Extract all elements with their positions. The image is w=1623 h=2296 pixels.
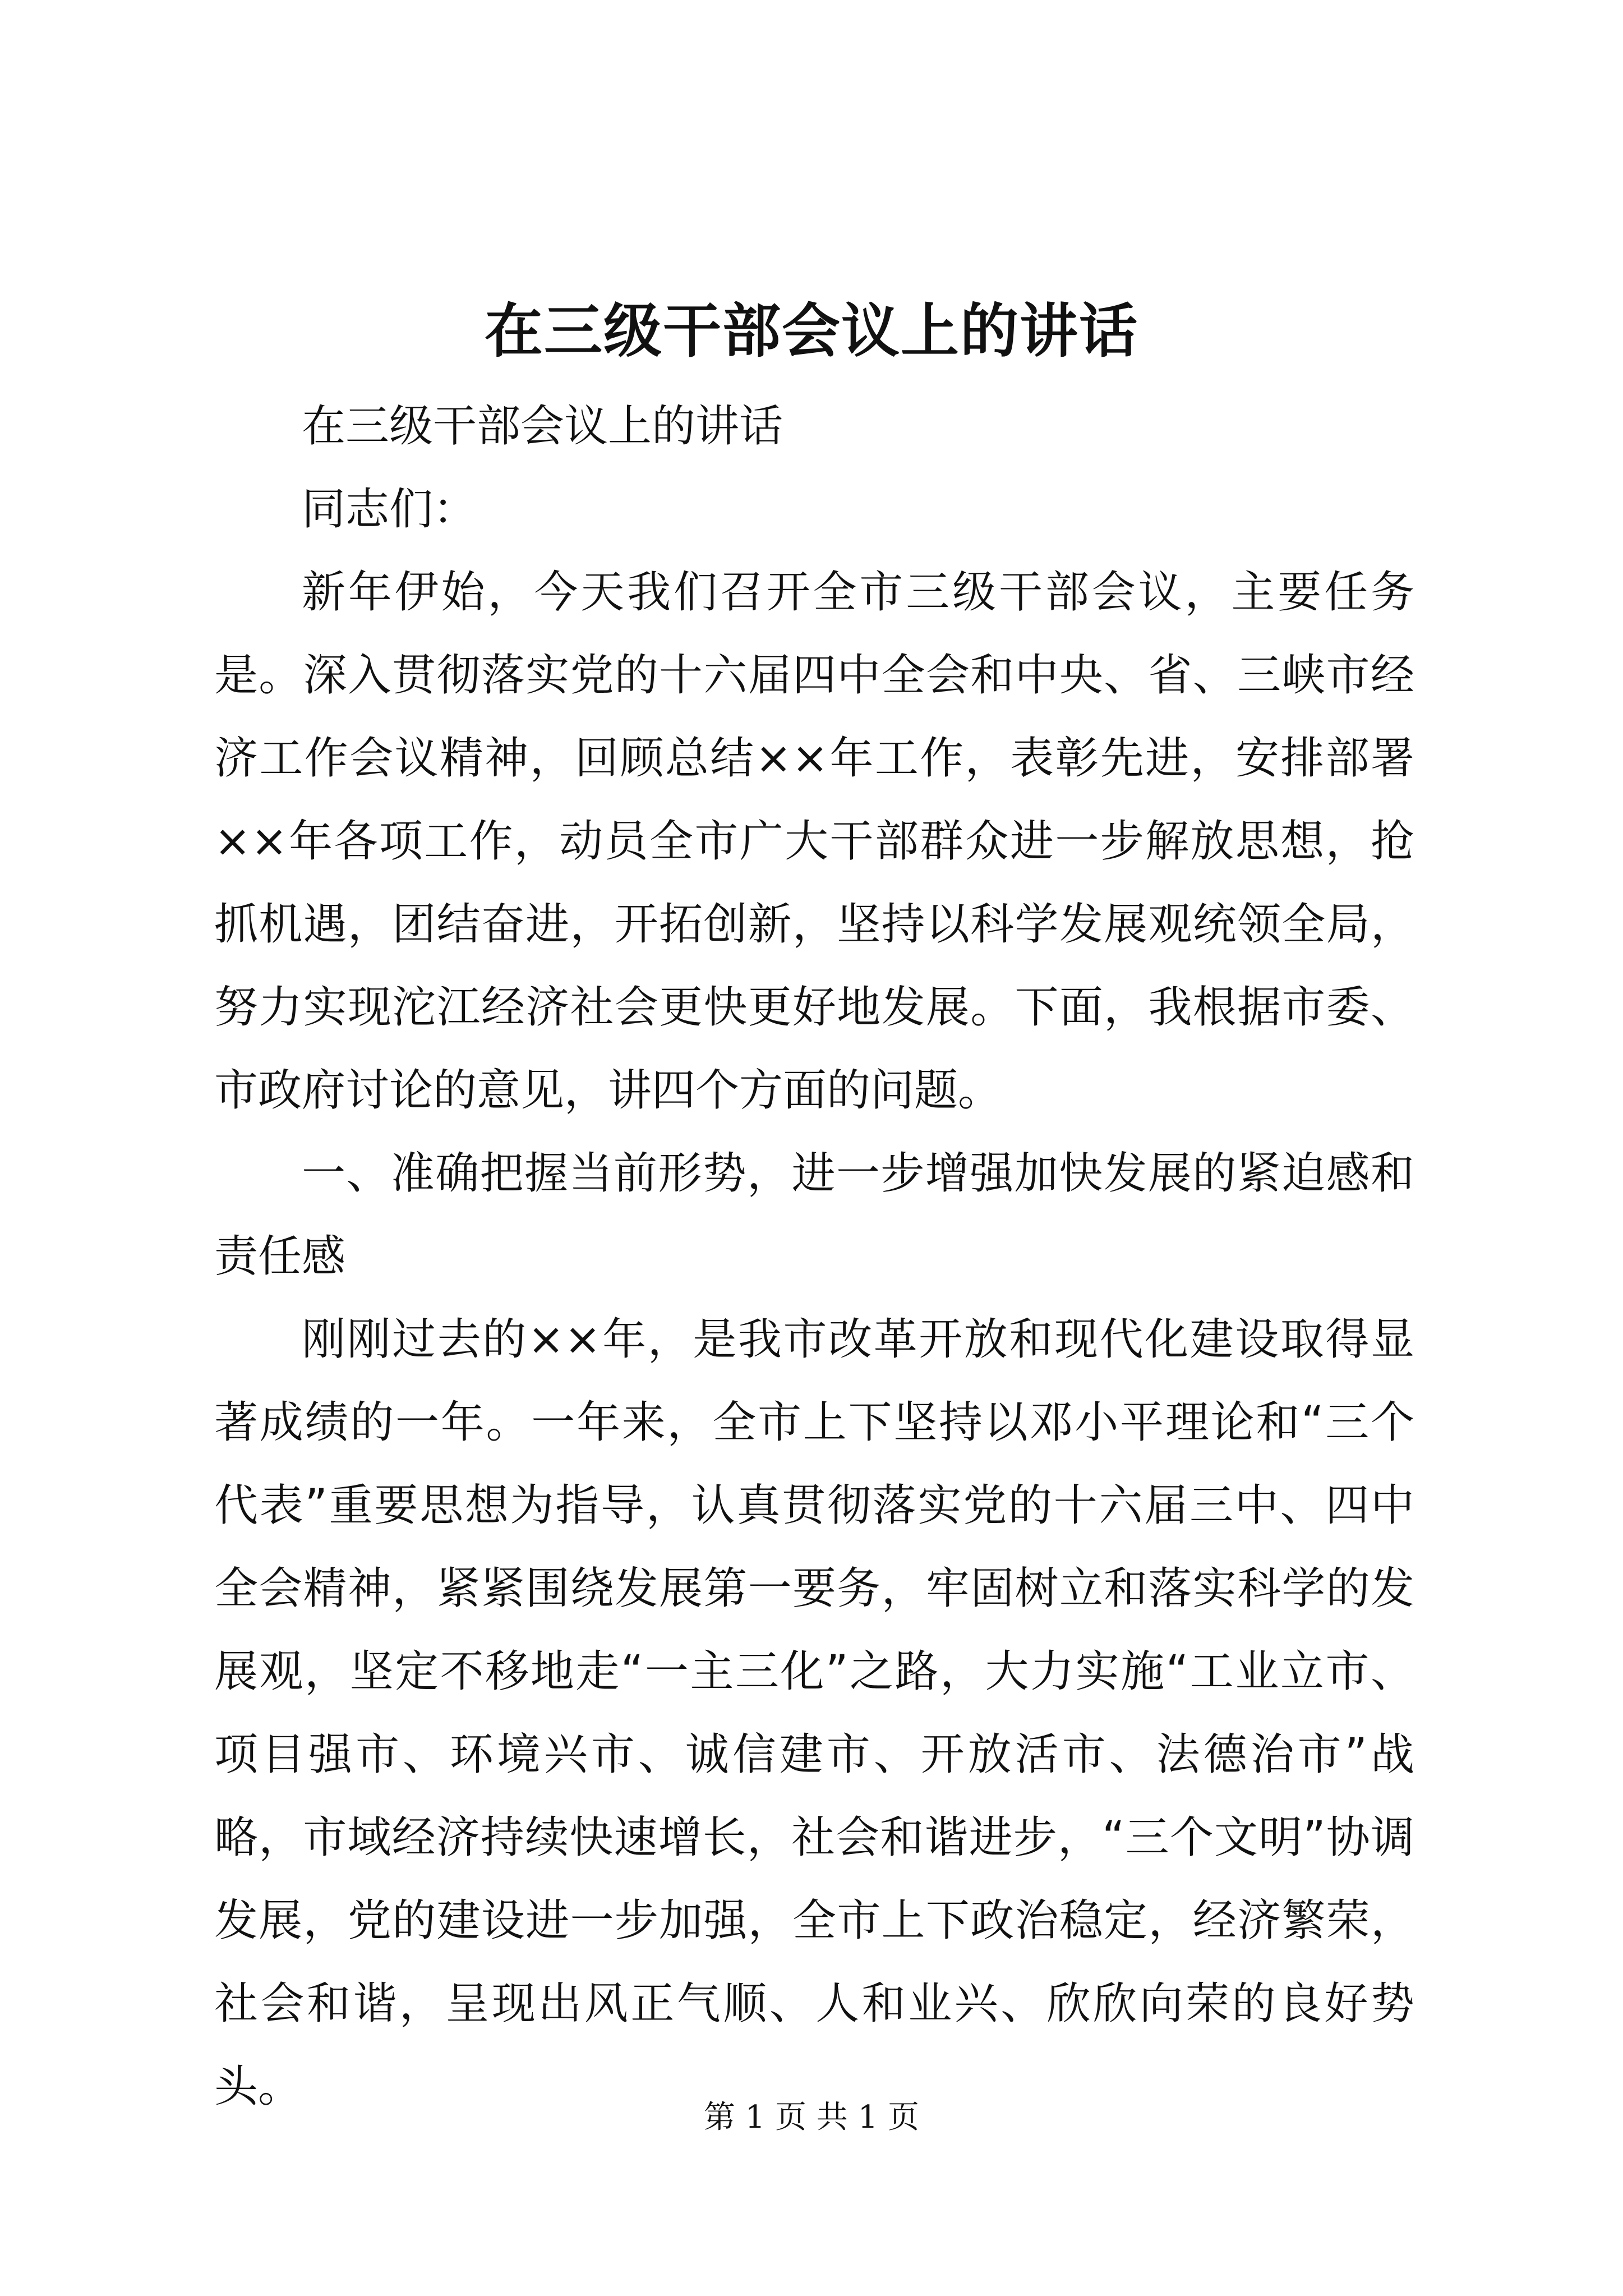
paragraph: 同志们：	[302, 484, 477, 535]
paragraph: 一、准确把握当前形势，进一步增强加快发展的紧迫感和责任感	[214, 1148, 1414, 1282]
page-footer	[0, 2095, 1623, 2140]
page-number: 第 1 页 共 1 页	[703, 2099, 920, 2136]
document-title: 在三级干部会议上的讲话	[484, 296, 1138, 365]
document-body	[214, 385, 1414, 2128]
paragraph: 刚刚过去的××年，是我市改革开放和现代化建设取得显著成绩的一年。一年来，全市上下坚持以邓小平理论和“三个代表”重要思想为指导，认真贯彻落实党的十六届三中、四中全会精神，紧紧围绕发展第一要务，牢固树立和落实科学的发展观，坚定不移地走“一主三化”之路，大力实施“工业立市、项目强市、环境兴市、诚信建市、开放活市、法德治市”战略，市域经济持续快速增长，社会和谐进步，“三个文明”协调发展，党的建设进一步加强，全市上下政治稳定，经济繁荣，社会和谐，呈现出风正气顺、人和业兴、欣欣向荣的良好势头。	[214, 1314, 1414, 2112]
paragraph: 在三级干部会议上的讲话	[302, 401, 783, 452]
paragraph: 新年伊始，今天我们召开全市三级干部会议，主要任务是。深入贯彻落实党的十六届四中全会和中央、省、三峡市经济工作会议精神，回顾总结××年工作，表彰先进，安排部署××年各项工作，动员全市广大干部群众进一步解放思想，抢抓机遇，团结奋进，开拓创新，坚持以科学发展观统领全局，努力实现沱江经济社会更快更好地发展。下面，我根据市委、市政府讨论的意见，讲四个方面的问题。	[214, 567, 1414, 1116]
